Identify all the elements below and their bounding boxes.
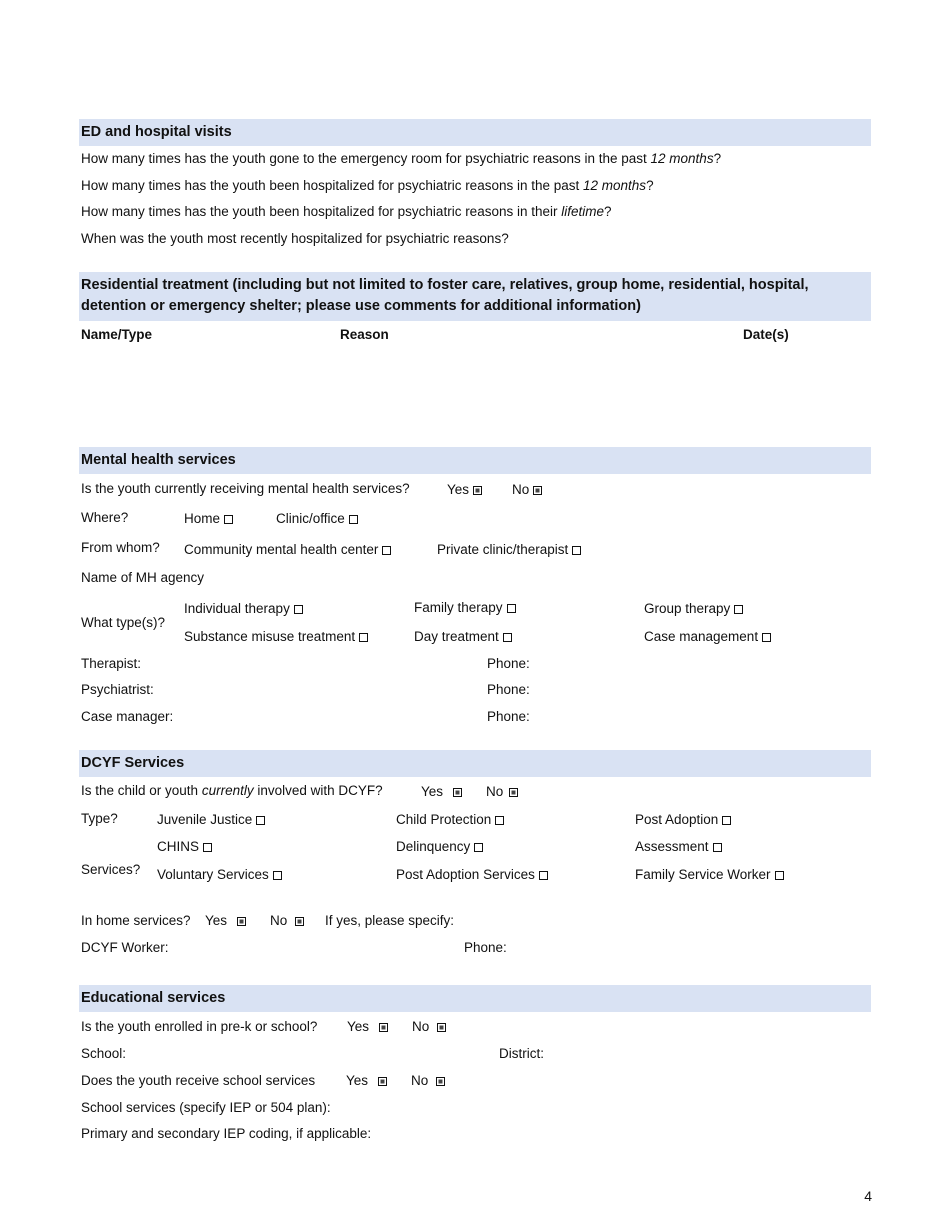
- checkbox-icon[interactable]: [359, 633, 368, 642]
- residential-col-dates: Date(s): [743, 327, 789, 342]
- mh-therapist-label: Therapist:: [81, 656, 142, 671]
- checkbox-icon[interactable]: [379, 1023, 388, 1032]
- ed-question-hospitalized-lifetime: How many times has the youth been hospitalized for psychiatric reasons in their lifetime?: [81, 204, 612, 219]
- mh-where-clinic[interactable]: Clinic/office: [276, 511, 358, 526]
- dcyf-type-label: Type?: [81, 811, 118, 826]
- checkbox-icon[interactable]: [203, 843, 212, 852]
- ed-section-header: [79, 119, 871, 146]
- mh-agency-label: Name of MH agency: [81, 570, 205, 585]
- checkbox-icon[interactable]: [294, 605, 303, 614]
- dcyf-section-title: DCYF Services: [81, 755, 185, 771]
- checkbox-icon[interactable]: [382, 546, 391, 555]
- mh-receiving-yes[interactable]: Yes: [447, 482, 482, 497]
- checkbox-icon[interactable]: [437, 1023, 446, 1032]
- dcyf-post-adoption[interactable]: Post Adoption: [635, 812, 731, 827]
- checkbox-icon[interactable]: [572, 546, 581, 555]
- checkbox-icon[interactable]: [273, 871, 282, 880]
- dcyf-voluntary-services[interactable]: Voluntary Services: [157, 867, 282, 882]
- edu-enrolled-no[interactable]: No: [412, 1019, 446, 1034]
- edu-school-label: School:: [81, 1046, 127, 1061]
- edu-services-yes[interactable]: Yes: [346, 1073, 387, 1088]
- ed-question-hospitalized-12mo: How many times has the youth been hospitalized for psychiatric reasons in the past 12 months?: [81, 178, 654, 193]
- dcyf-inhome-specify: If yes, please specify:: [325, 913, 455, 928]
- mh-receiving-question: Is the youth currently receiving mental health services?: [81, 481, 410, 496]
- residential-title-line2: detention or emergency shelter; please use comments for additional information): [81, 298, 641, 314]
- ed-section-title: ED and hospital visits: [81, 124, 232, 140]
- checkbox-icon[interactable]: [378, 1077, 387, 1086]
- edu-iep-label: Primary and secondary IEP coding, if applicable:: [81, 1126, 372, 1141]
- checkbox-icon[interactable]: [734, 605, 743, 614]
- dcyf-worker-phone-label: Phone:: [464, 940, 507, 955]
- mh-therapist-phone-label: Phone:: [487, 656, 530, 671]
- checkbox-icon[interactable]: [473, 486, 482, 495]
- checkbox-icon[interactable]: [495, 816, 504, 825]
- residential-section-header: [79, 272, 871, 321]
- dcyf-juvenile-justice[interactable]: Juvenile Justice: [157, 812, 265, 827]
- mh-from-cmhc[interactable]: Community mental health center: [184, 542, 391, 557]
- dcyf-assessment[interactable]: Assessment: [635, 839, 722, 854]
- mh-where-home[interactable]: Home: [184, 511, 233, 526]
- checkbox-icon[interactable]: [436, 1077, 445, 1086]
- dcyf-delinquency[interactable]: Delinquency: [396, 839, 483, 854]
- residential-title-line1: Residential treatment (including but not limited to foster care, relatives, group home, residential, hospital,: [81, 277, 809, 293]
- edu-services-question: Does the youth receive school services: [81, 1073, 316, 1088]
- checkbox-icon[interactable]: [539, 871, 548, 880]
- mh-section-title: Mental health services: [81, 452, 236, 468]
- dcyf-involved-yes[interactable]: Yes: [421, 784, 462, 799]
- edu-services-specify: School services (specify IEP or 504 plan):: [81, 1100, 331, 1115]
- dcyf-chins[interactable]: CHINS: [157, 839, 212, 854]
- mh-from-private[interactable]: Private clinic/therapist: [437, 542, 581, 557]
- mh-casemanager-label: Case manager:: [81, 709, 174, 724]
- mh-receiving-no[interactable]: No: [512, 482, 542, 497]
- page-number: 4: [864, 1188, 872, 1204]
- checkbox-icon[interactable]: [256, 816, 265, 825]
- dcyf-worker-label: DCYF Worker:: [81, 940, 169, 955]
- dcyf-involved-no[interactable]: No: [486, 784, 518, 799]
- mh-where-label: Where?: [81, 510, 129, 525]
- edu-section-title: Educational services: [81, 990, 226, 1006]
- mh-type-individual[interactable]: Individual therapy: [184, 601, 303, 616]
- checkbox-icon[interactable]: [507, 604, 516, 613]
- edu-services-no[interactable]: No: [411, 1073, 445, 1088]
- mh-from-label: From whom?: [81, 540, 160, 555]
- ed-question-er-visits: How many times has the youth gone to the emergency room for psychiatric reasons in the past 12 months?: [81, 151, 722, 166]
- dcyf-family-service-worker[interactable]: Family Service Worker: [635, 867, 784, 882]
- dcyf-child-protection[interactable]: Child Protection: [396, 812, 504, 827]
- mh-type-case[interactable]: Case management: [644, 629, 771, 644]
- mh-psychiatrist-phone-label: Phone:: [487, 682, 530, 697]
- mh-casemanager-phone-label: Phone:: [487, 709, 530, 724]
- residential-col-reason: Reason: [340, 327, 389, 342]
- edu-district-label: District:: [499, 1046, 544, 1061]
- edu-enrolled-yes[interactable]: Yes: [347, 1019, 388, 1034]
- checkbox-icon[interactable]: [509, 788, 518, 797]
- checkbox-icon[interactable]: [503, 633, 512, 642]
- ed-question-most-recent: When was the youth most recently hospitalized for psychiatric reasons?: [81, 231, 509, 246]
- checkbox-icon[interactable]: [713, 843, 722, 852]
- checkbox-icon[interactable]: [453, 788, 462, 797]
- mh-type-group[interactable]: Group therapy: [644, 601, 743, 616]
- checkbox-icon[interactable]: [237, 917, 246, 926]
- mh-types-label: What type(s)?: [81, 615, 166, 630]
- checkbox-icon[interactable]: [533, 486, 542, 495]
- checkbox-icon[interactable]: [474, 843, 483, 852]
- edu-enrolled-question: Is the youth enrolled in pre-k or school?: [81, 1019, 318, 1034]
- checkbox-icon[interactable]: [775, 871, 784, 880]
- mh-section-header: [79, 447, 871, 474]
- dcyf-involved-question: Is the child or youth currently involved with DCYF?: [81, 783, 383, 798]
- checkbox-icon[interactable]: [295, 917, 304, 926]
- dcyf-post-adoption-services[interactable]: Post Adoption Services: [396, 867, 548, 882]
- dcyf-section-header: [79, 750, 871, 777]
- mh-psychiatrist-label: Psychiatrist:: [81, 682, 154, 697]
- mh-type-substance[interactable]: Substance misuse treatment: [184, 629, 368, 644]
- checkbox-icon[interactable]: [224, 515, 233, 524]
- dcyf-inhome-no[interactable]: No: [270, 913, 304, 928]
- edu-section-header: [79, 985, 871, 1012]
- mh-type-family[interactable]: Family therapy: [414, 600, 516, 615]
- checkbox-icon[interactable]: [722, 816, 731, 825]
- dcyf-services-label: Services?: [81, 862, 141, 877]
- checkbox-icon[interactable]: [349, 515, 358, 524]
- checkbox-icon[interactable]: [762, 633, 771, 642]
- residential-col-name: Name/Type: [81, 327, 153, 342]
- mh-type-day[interactable]: Day treatment: [414, 629, 512, 644]
- dcyf-inhome-label: In home services?: [81, 913, 191, 928]
- dcyf-inhome-yes[interactable]: Yes: [205, 913, 246, 928]
